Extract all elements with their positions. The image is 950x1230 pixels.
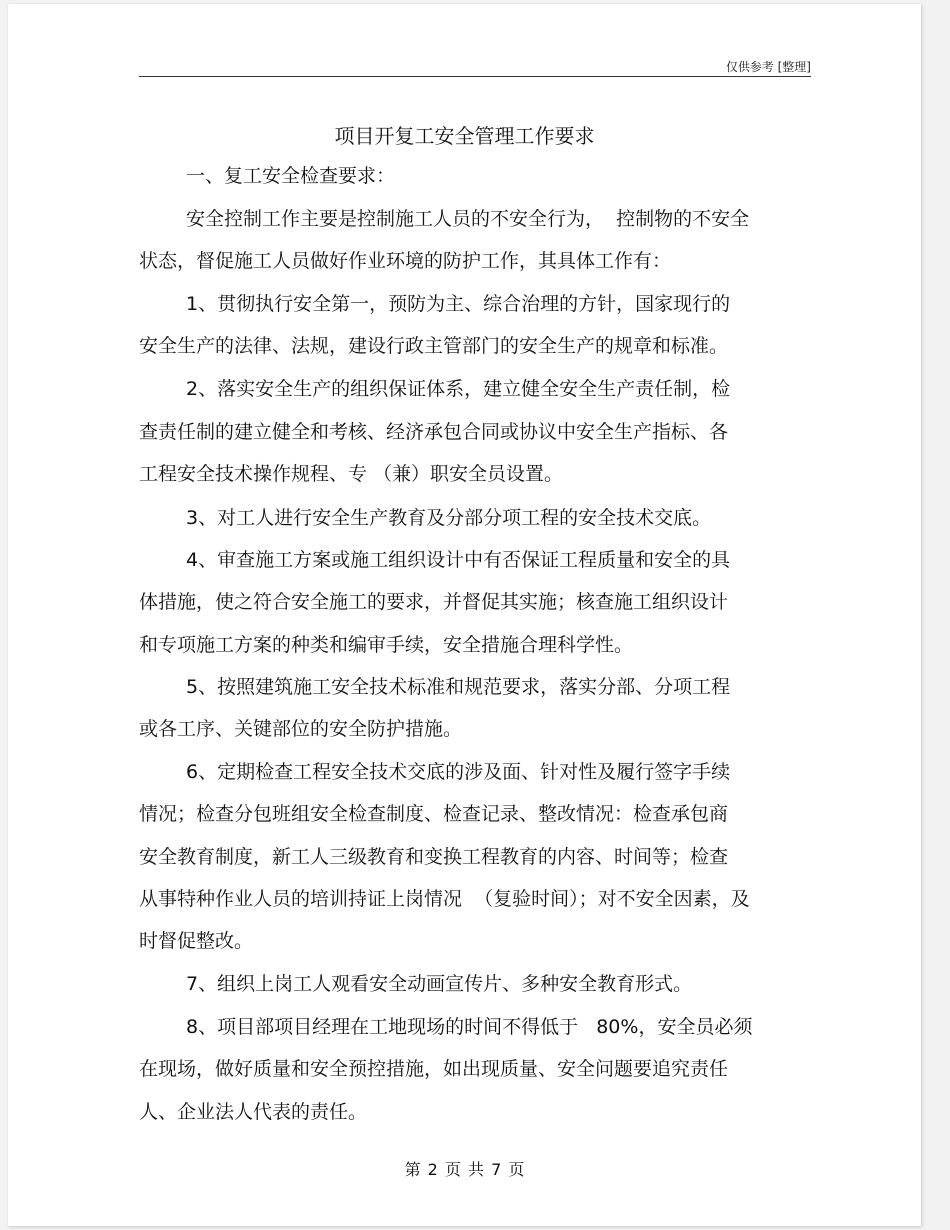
list-item-3: 3、对工人进行安全生产教育及分部分项工程的安全技术交底。 bbox=[186, 507, 712, 529]
list-item-4: 4、审查施工方案或施工组织设计中有否保证工程质量和安全的具 bbox=[186, 549, 731, 571]
list-item-8-cont: 在现场，做好质量和安全预控措施，如出现质量、安全问题要追究责任 bbox=[139, 1058, 729, 1080]
list-item-7: 7、组织上岗工人观看安全动画宣传片、多种安全教育形式。 bbox=[186, 973, 693, 995]
list-item-2-cont: 工程安全技术操作规程、专 （兼）职安全员设置。 bbox=[139, 463, 564, 485]
document-page bbox=[8, 4, 921, 1226]
list-item-5-cont: 或各工序、关键部位的安全防护措施。 bbox=[139, 718, 463, 740]
list-item-4-cont: 和专项施工方案的种类和编审手续，安全措施合理科学性。 bbox=[139, 634, 634, 656]
list-item-6-cont: 安全教育制度，新工人三级教育和变换工程教育的内容、时间等；检查 bbox=[139, 846, 729, 868]
list-item-2: 2、落实安全生产的组织保证体系，建立健全安全生产责任制，检 bbox=[186, 378, 731, 400]
document-title: 项目开复工安全管理工作要求 bbox=[334, 124, 595, 148]
list-item-1-cont: 安全生产的法律、法规，建设行政主管部门的安全生产的规章和标准。 bbox=[139, 335, 729, 357]
paragraph-line: 安全控制工作主要是控制施工人员的不安全行为， 控制物的不安全 bbox=[186, 208, 750, 230]
list-item-6: 6、定期检查工程安全技术交底的涉及面、针对性及履行签字手续 bbox=[186, 761, 731, 783]
list-item-6-cont: 情况；检查分包班组安全检查制度、检查记录、整改情况：检查承包商 bbox=[139, 803, 729, 825]
list-item-2-cont: 查责任制的建立健全和考核、经济承包合同或协议中安全生产指标、各 bbox=[139, 421, 729, 443]
paragraph-line: 状态，督促施工人员做好作业环境的防护工作，其具体工作有： bbox=[139, 250, 672, 272]
header-note: 仅供参考 [整理] bbox=[725, 60, 811, 74]
section-heading: 一、复工安全检查要求： bbox=[186, 165, 396, 187]
list-item-6-cont: 时督促整改。 bbox=[139, 930, 254, 952]
list-item-6-cont: 从事特种作业人员的培训持证上岗情况 （复验时间）；对不安全因素，及 bbox=[139, 888, 750, 910]
header-divider bbox=[139, 76, 811, 77]
list-item-4-cont: 体措施，使之符合安全施工的要求，并督促其实施；核查施工组织设计 bbox=[139, 591, 729, 613]
list-item-1: 1、贯彻执行安全第一，预防为主、综合治理的方针，国家现行的 bbox=[186, 293, 731, 315]
list-item-8-cont: 人、企业法人代表的责任。 bbox=[139, 1101, 368, 1123]
list-item-8: 8、项目部项目经理在工地现场的时间不得低于 80%，安全员必须 bbox=[186, 1016, 753, 1038]
page-number-footer: 第 2 页 共 7 页 bbox=[404, 1160, 525, 1179]
list-item-5: 5、按照建筑施工安全技术标准和规范要求，落实分部、分项工程 bbox=[186, 676, 731, 698]
